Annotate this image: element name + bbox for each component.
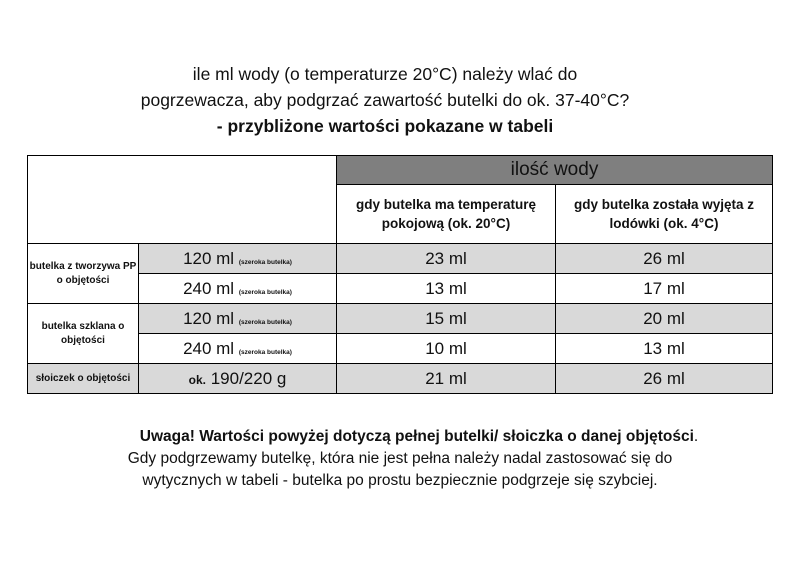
size-note: (szeroka butelka) (238, 318, 292, 326)
footnote-line-2: Gdy podgrzewamy butelkę, która nie jest pełna należy nadal zastosować się do (127, 450, 673, 467)
size-cell (139, 364, 337, 394)
room-temp-value: 23 ml (337, 244, 556, 274)
room-temp-value: 15 ml (337, 304, 556, 334)
header-water-amount: ilość wody (337, 156, 773, 185)
size-cell (139, 274, 337, 304)
title-line-3: - przybliżone wartości pokazane w tabeli (216, 116, 554, 136)
size-note: (szeroka butelka) (238, 348, 292, 356)
footnote-warning: Uwaga! Wartości powyżej dotyczą pełnej butelki/ słoiczka o danej objętości (139, 428, 694, 445)
size-cell (139, 334, 337, 364)
fridge-value: 26 ml (556, 244, 773, 274)
header-fridge: gdy butelka została wyjęta z lodówki (ok. 4°C) (556, 185, 773, 244)
group-label-glass-bottle: butelka szklana o objętości (28, 304, 139, 364)
size-value: 120 ml (183, 248, 235, 268)
room-temp-value: 13 ml (337, 274, 556, 304)
table-row (28, 244, 773, 274)
table-row (28, 304, 773, 334)
size-cell (139, 244, 337, 274)
footnote-line-3: wytycznych w tabeli - butelka po prostu bezpiecznie podgrzeje się szybciej. (142, 472, 658, 489)
table-corner-empty (28, 156, 337, 244)
footnote-line-1 (0, 426, 800, 447)
room-temp-value: 10 ml (337, 334, 556, 364)
title-line-1: ile ml wody (o temperaturze 20°C) należy wlać do (192, 64, 578, 84)
size-note: (szeroka butelka) (238, 258, 292, 266)
table-row (28, 364, 773, 394)
size-cell (139, 304, 337, 334)
fridge-value: 17 ml (556, 274, 773, 304)
size-note: (szeroka butelka) (238, 288, 292, 296)
fridge-value: 26 ml (556, 364, 773, 394)
size-value: 240 ml (183, 338, 235, 358)
header-room-temperature: gdy butelka ma temperaturę pokojową (ok. 20°C) (337, 185, 556, 244)
size-value: 120 ml (183, 308, 235, 328)
fridge-value: 13 ml (556, 334, 773, 364)
group-label-pp-bottle: butelka z tworzywa PP o objętości (28, 244, 139, 304)
title-line-2: pogrzewacza, aby podgrzać zawartość butelki do ok. 37-40°C? (140, 90, 630, 110)
size-value: 240 ml (183, 278, 235, 298)
room-temp-value: 21 ml (337, 364, 556, 394)
table-row (28, 334, 773, 364)
footnote-warning-end: . (693, 428, 699, 445)
table-row (28, 274, 773, 304)
group-label-jar: słoiczek o objętości (28, 364, 139, 394)
size-prefix: ok. (188, 372, 206, 387)
water-amount-table (27, 155, 773, 394)
fridge-value: 20 ml (556, 304, 773, 334)
size-value: 190/220 g (210, 368, 287, 388)
